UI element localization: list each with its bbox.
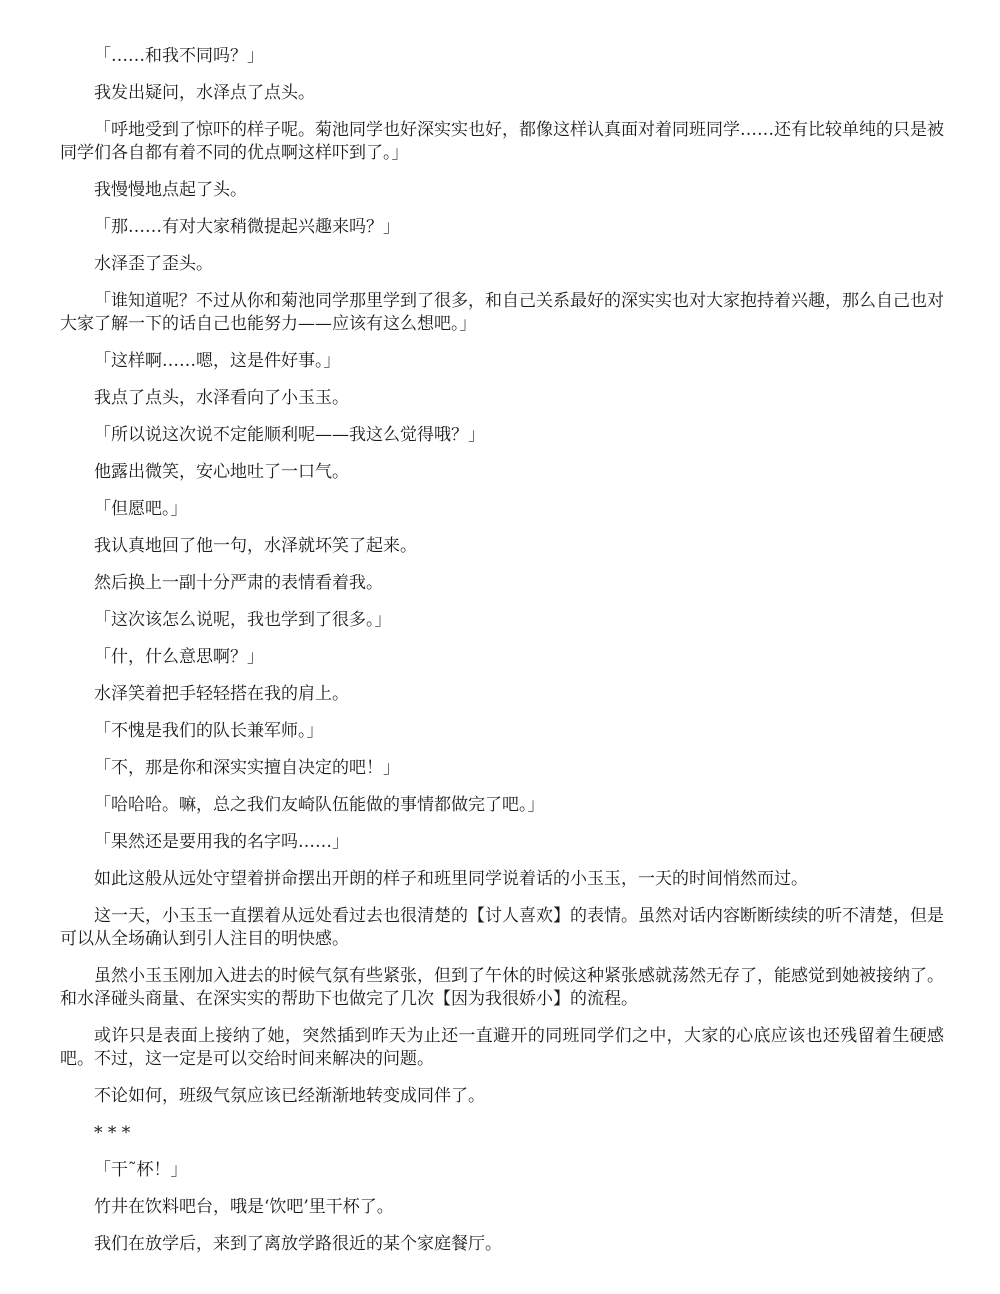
paragraph: 「什，什么意思啊？」	[94, 647, 264, 667]
paragraph: 这一天，小玉玉一直摆着从远处看过去也很清楚的【讨人喜欢】的表情。虽然对话内容断断续续的听不清楚，但是可以从全场确认到引人注目的明快感。	[60, 906, 944, 949]
paragraph: 「果然还是要用我的名字吗……」	[94, 832, 349, 852]
paragraph: 然后换上一副十分严肃的表情看着我。	[94, 573, 383, 593]
paragraph: 如此这般从远处守望着拼命摆出开朗的样子和班里同学说着话的小玉玉，一天的时间悄然而过。	[94, 869, 808, 889]
paragraph: 「……和我不同吗？」	[94, 46, 264, 66]
paragraph: 「不，那是你和深实实擅自决定的吧！」	[94, 758, 400, 778]
paragraph: 「干˜杯！」	[94, 1160, 188, 1180]
paragraph: 「那……有对大家稍微提起兴趣来吗？」	[94, 217, 400, 237]
paragraph: 「谁知道呢？不过从你和菊池同学那里学到了很多，和自己关系最好的深实实也对大家抱持着兴趣，那么自己也对大家了解一下的话自己也能努力——应该有这么想吧。」	[60, 291, 944, 334]
paragraph: 虽然小玉玉刚加入进去的时候气氛有些紧张，但到了午休的时候这种紧张感就荡然无存了，能感觉到她被接纳了。和水泽碰头商量、在深实实的帮助下也做完了几次【因为我很娇小】的流程。	[60, 966, 944, 1009]
paragraph: 「呼地受到了惊吓的样子呢。菊池同学也好深实实也好，都像这样认真面对着同班同学……还有比较单纯的只是被同学们各自都有着不同的优点啊这样吓到了。」	[60, 120, 944, 163]
paragraph: 「但愿吧。」	[94, 499, 188, 519]
paragraph: 「哈哈哈。嘛，总之我们友崎队伍能做的事情都做完了吧。」	[94, 795, 545, 815]
paragraph: 我认真地回了他一句，水泽就坏笑了起来。	[94, 536, 417, 556]
paragraph: 我们在放学后，来到了离放学路很近的某个家庭餐厅。	[94, 1234, 502, 1254]
paragraph: 「不愧是我们的队长兼军师。」	[94, 721, 324, 741]
paragraph: 「这样啊……嗯，这是件好事。」	[94, 351, 341, 371]
paragraph: 我发出疑问，水泽点了点头。	[94, 83, 315, 103]
document-page	[60, 45, 944, 1270]
paragraph: 我点了点头，水泽看向了小玉玉。	[94, 388, 349, 408]
paragraph: 他露出微笑，安心地吐了一口气。	[94, 462, 349, 482]
paragraph: 「所以说这次说不定能顺利呢——我这么觉得哦？」	[94, 425, 485, 445]
paragraph: 不论如何，班级气氛应该已经渐渐地转变成同伴了。	[94, 1086, 485, 1106]
paragraph: 水泽歪了歪头。	[94, 254, 213, 274]
paragraph: 「这次该怎么说呢，我也学到了很多。」	[94, 610, 392, 630]
paragraph: 竹井在饮料吧台，哦是‘饮吧’里干杯了。	[94, 1197, 394, 1217]
paragraph: 或许只是表面上接纳了她，突然插到昨天为止还一直避开的同班同学们之中，大家的心底应该也还残留着生硬感吧。不过，这一定是可以交给时间来解决的问题。	[60, 1026, 944, 1069]
paragraph: 我慢慢地点起了头。	[94, 180, 247, 200]
scene-break: * * *	[94, 1123, 131, 1143]
paragraph: 水泽笑着把手轻轻搭在我的肩上。	[94, 684, 349, 704]
